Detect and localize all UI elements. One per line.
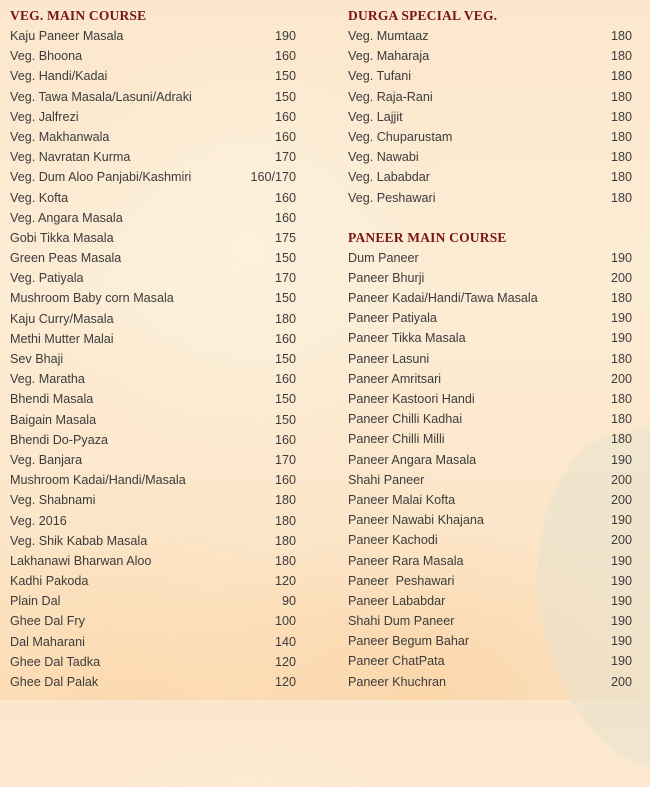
menu-item-name: Veg. Dum Aloo Panjabi/Kashmiri [10,170,192,185]
menu-item-name: Paneer Nawabi Khajana [348,513,484,528]
menu-item [348,450,632,470]
menu-item-name: Paneer Khuchran [348,674,447,689]
menu-item-price: 180 [274,513,296,528]
menu-item [10,188,296,208]
menu-item-name: Paneer Amritsari [348,371,442,386]
menu-item-price: 150 [274,251,296,266]
menu-item [348,369,632,389]
menu-item-price: 150 [274,392,296,407]
menu-item [348,188,632,208]
menu-item-price: 190 [610,452,632,467]
menu-item-price: 180 [610,190,632,205]
menu-item-price: 175 [274,230,296,245]
menu-item [348,26,632,46]
menu-item-name: Veg. Jalfrezi [10,109,79,124]
menu-item-name: Kadhi Pakoda [10,574,89,589]
menu-item [348,107,632,127]
menu-item [10,107,296,127]
menu-item [10,571,296,591]
menu-item-name: Paneer Malai Kofta [348,492,456,507]
menu-item [348,510,632,530]
menu-item-name: Veg. Raja-Rani [348,89,433,104]
menu-item [10,511,296,531]
menu-item-name: Paneer Lababdar [348,593,446,608]
menu-item-name: Paneer Peshawari [348,573,455,588]
menu-item-name: Gobi Tikka Masala [10,230,114,245]
menu-item [10,26,296,46]
menu-item-name: Paneer Lasuni [348,351,430,366]
menu-section-durga-special-veg [348,6,632,208]
menu-item [10,66,296,86]
menu-item [10,531,296,551]
menu-item [348,409,632,429]
menu-item-price: 90 [281,594,296,609]
menu-item-name: Paneer Kachodi [348,533,438,548]
menu-item [348,248,632,268]
menu-item-price: 200 [610,472,632,487]
menu-item-name: Veg. Shik Kabab Masala [10,533,148,548]
menu-item-name: Green Peas Masala [10,251,122,266]
menu-item-price: 180 [610,69,632,84]
menu-item-price: 180 [610,170,632,185]
menu-item-price: 150 [274,69,296,84]
menu-item-name: Veg. Peshawari [348,190,436,205]
menu-item-name: Paneer Chilli Kadhai [348,412,463,427]
menu-item [10,288,296,308]
menu-item [10,349,296,369]
menu-item-price: 160 [274,109,296,124]
menu-item-name: Veg. Mumtaaz [348,29,429,43]
menu-item-name: Dum Paneer [348,250,419,265]
menu-item [10,268,296,288]
menu-item-name: Veg. Nawabi [348,150,419,165]
menu-item [348,429,632,449]
menu-item-price: 190 [610,311,632,326]
menu-item [348,631,632,651]
menu-item-price: 200 [610,674,632,689]
menu-item-name: Plain Dal [10,594,61,609]
menu-item-price: 200 [610,533,632,548]
menu-item-name: Paneer Patiyala [348,311,437,326]
menu-item-name: Veg. Lajjit [348,109,403,124]
menu-item-price: 140 [274,634,296,649]
menu-item-price: 190 [610,593,632,608]
menu-item-name: Kaju Paneer Masala [10,29,124,43]
menu-item-price: 120 [274,675,296,689]
menu-item-price: 190 [610,634,632,649]
menu-item-name: Veg. Bhoona [10,49,83,64]
menu-item-price: 100 [274,614,296,629]
menu-item-name: Veg. Patiyala [10,271,84,286]
menu-item-name: Veg. Navratan Kurma [10,150,131,165]
menu-item [10,309,296,329]
menu-item [348,571,632,591]
menu-item-price: 180 [610,291,632,306]
menu-item [348,651,632,671]
menu-item-price: 150 [274,89,296,104]
menu-item [10,410,296,430]
menu-item-name: Veg. Maratha [10,372,85,387]
menu-item [10,46,296,66]
menu-item-name: Lakhanawi Bharwan Aloo [10,553,152,568]
menu-item [348,672,632,692]
menu-item-price: 190 [610,573,632,588]
menu-item-price: 190 [610,250,632,265]
menu-item [10,430,296,450]
menu-item-name: Veg. Angara Masala [10,210,123,225]
menu-item-name: Veg. Maharaja [348,49,430,64]
menu-item [10,87,296,107]
menu-item-name: Paneer Chilli Milli [348,432,445,447]
menu-item-name: Ghee Dal Palak [10,675,99,689]
menu-item [348,349,632,369]
menu-item-price: 180 [610,49,632,64]
menu-item [348,147,632,167]
menu-item-name: Veg. Shabnami [10,493,96,508]
menu-item [348,66,632,86]
menu-item-price: 180 [610,351,632,366]
menu-item-name: Kaju Curry/Masala [10,311,114,326]
menu-item [10,228,296,248]
menu-item-price: 180 [610,89,632,104]
menu-item-price: 170 [274,150,296,165]
menu-right-column [348,6,632,692]
menu-item-name: Paneer Bhurji [348,270,425,285]
menu-item-price: 200 [610,270,632,285]
menu-item-price: 190 [610,553,632,568]
menu-item-name: Mushroom Baby corn Masala [10,291,174,306]
menu-item [348,611,632,631]
menu-item [10,490,296,510]
menu-item-price: 190 [610,331,632,346]
menu-item-price: 190 [610,513,632,528]
menu-item-price: 150 [274,291,296,306]
menu-item [10,470,296,490]
menu-section-veg-main-course [10,6,296,692]
menu-item [10,611,296,631]
menu-item [348,87,632,107]
menu-item-name: Veg. 2016 [10,513,67,528]
section-title: DURGA SPECIAL VEG. [348,8,498,23]
section-spacer [348,208,632,228]
menu-item-name: Paneer Kadai/Handi/Tawa Masala [348,291,538,306]
menu-item [10,369,296,389]
menu-item [348,268,632,288]
menu-item-name: Paneer Angara Masala [348,452,477,467]
menu-item [10,652,296,672]
menu-item-name: Veg. Tufani [348,69,412,84]
menu-item-price: 150 [274,412,296,427]
section-title: PANEER MAIN COURSE [348,229,507,245]
menu-item-price: 160/170 [250,170,296,185]
menu-item [10,208,296,228]
menu-item [10,389,296,409]
menu-item-name: Veg. Tawa Masala/Lasuni/Adraki [10,89,192,104]
menu-item [10,167,296,187]
menu-item [10,591,296,611]
menu-item-price: 180 [610,150,632,165]
menu-item-name: Paneer Rara Masala [348,553,464,568]
menu-item [10,329,296,349]
menu-item-price: 180 [274,533,296,548]
menu-item-price: 180 [610,392,632,406]
menu-item [10,632,296,652]
menu-item [348,328,632,348]
menu-item-name: Shahi Paneer [348,472,425,487]
menu-item [348,167,632,187]
menu-item-price: 120 [274,574,296,589]
menu-item-price: 160 [274,473,296,488]
menu-item-name: Methi Mutter Malai [10,331,114,346]
menu-item-price: 190 [610,654,632,669]
menu-item [348,389,632,409]
menu-item [348,470,632,490]
menu-item-name: Baigain Masala [10,412,97,427]
menu-item [348,288,632,308]
menu-item [348,530,632,550]
menu-item-name: Dal Maharani [10,634,85,649]
menu-item-price: 190 [610,614,632,629]
menu-item-name: Sev Bhaji [10,352,64,366]
menu-item-price: 180 [274,493,296,508]
menu-item-name: Veg. Lababdar [348,170,430,185]
menu-section-paneer-main-course [348,228,632,692]
menu-item [348,308,632,328]
menu-item-price: 120 [274,654,296,669]
menu-item-price: 200 [610,371,632,386]
menu-item-name: Paneer Tikka Masala [348,331,466,346]
menu-item-price: 180 [610,129,632,144]
menu-item-name: Paneer Kastoori Handi [348,392,475,406]
menu-item-price: 200 [610,492,632,507]
menu-item [348,46,632,66]
menu-item-name: Veg. Kofta [10,190,69,205]
menu-item [348,551,632,571]
menu-item [348,127,632,147]
menu-item-name: Paneer ChatPata [348,654,445,669]
menu-item [348,591,632,611]
menu-item-name: Veg. Handi/Kadai [10,69,108,84]
menu-item [10,147,296,167]
menu-item-price: 170 [274,452,296,467]
menu-item-price: 170 [274,271,296,286]
menu-item-name: Mushroom Kadai/Handi/Masala [10,473,186,488]
menu-item-name: Ghee Dal Fry [10,614,85,629]
menu-item-name: Bhendi Do-Pyaza [10,432,109,447]
menu-item-name: Ghee Dal Tadka [10,654,101,669]
menu-item-price: 180 [274,311,296,326]
menu-item-price: 160 [274,210,296,225]
menu-item-price: 180 [610,29,632,43]
menu-item [348,490,632,510]
menu-item-name: Veg. Banjara [10,452,83,467]
menu-item-price: 190 [274,29,296,43]
menu-item [10,551,296,571]
menu-item-price: 160 [274,129,296,144]
menu-item-name: Veg. Makhanwala [10,129,110,144]
menu-item-price: 180 [610,109,632,124]
menu-item-name: Bhendi Masala [10,392,94,407]
menu-item-price: 160 [274,372,296,387]
menu-item-price: 180 [274,553,296,568]
menu-item-price: 160 [274,190,296,205]
menu-item-name: Paneer Begum Bahar [348,634,470,649]
menu-item-price: 160 [274,432,296,447]
menu-item-name: Veg. Chuparustam [348,129,453,144]
menu-item [10,450,296,470]
menu-item [10,127,296,147]
menu-item-price: 180 [610,432,632,447]
menu-item-price: 160 [274,331,296,346]
menu-left-column [10,6,296,692]
menu-item-price: 150 [274,352,296,366]
menu-item-name: Shahi Dum Paneer [348,614,455,629]
menu-item [10,672,296,692]
menu-item-price: 180 [610,412,632,427]
section-title: VEG. MAIN COURSE [10,8,147,23]
menu-item-price: 160 [274,49,296,64]
menu-item [10,248,296,268]
